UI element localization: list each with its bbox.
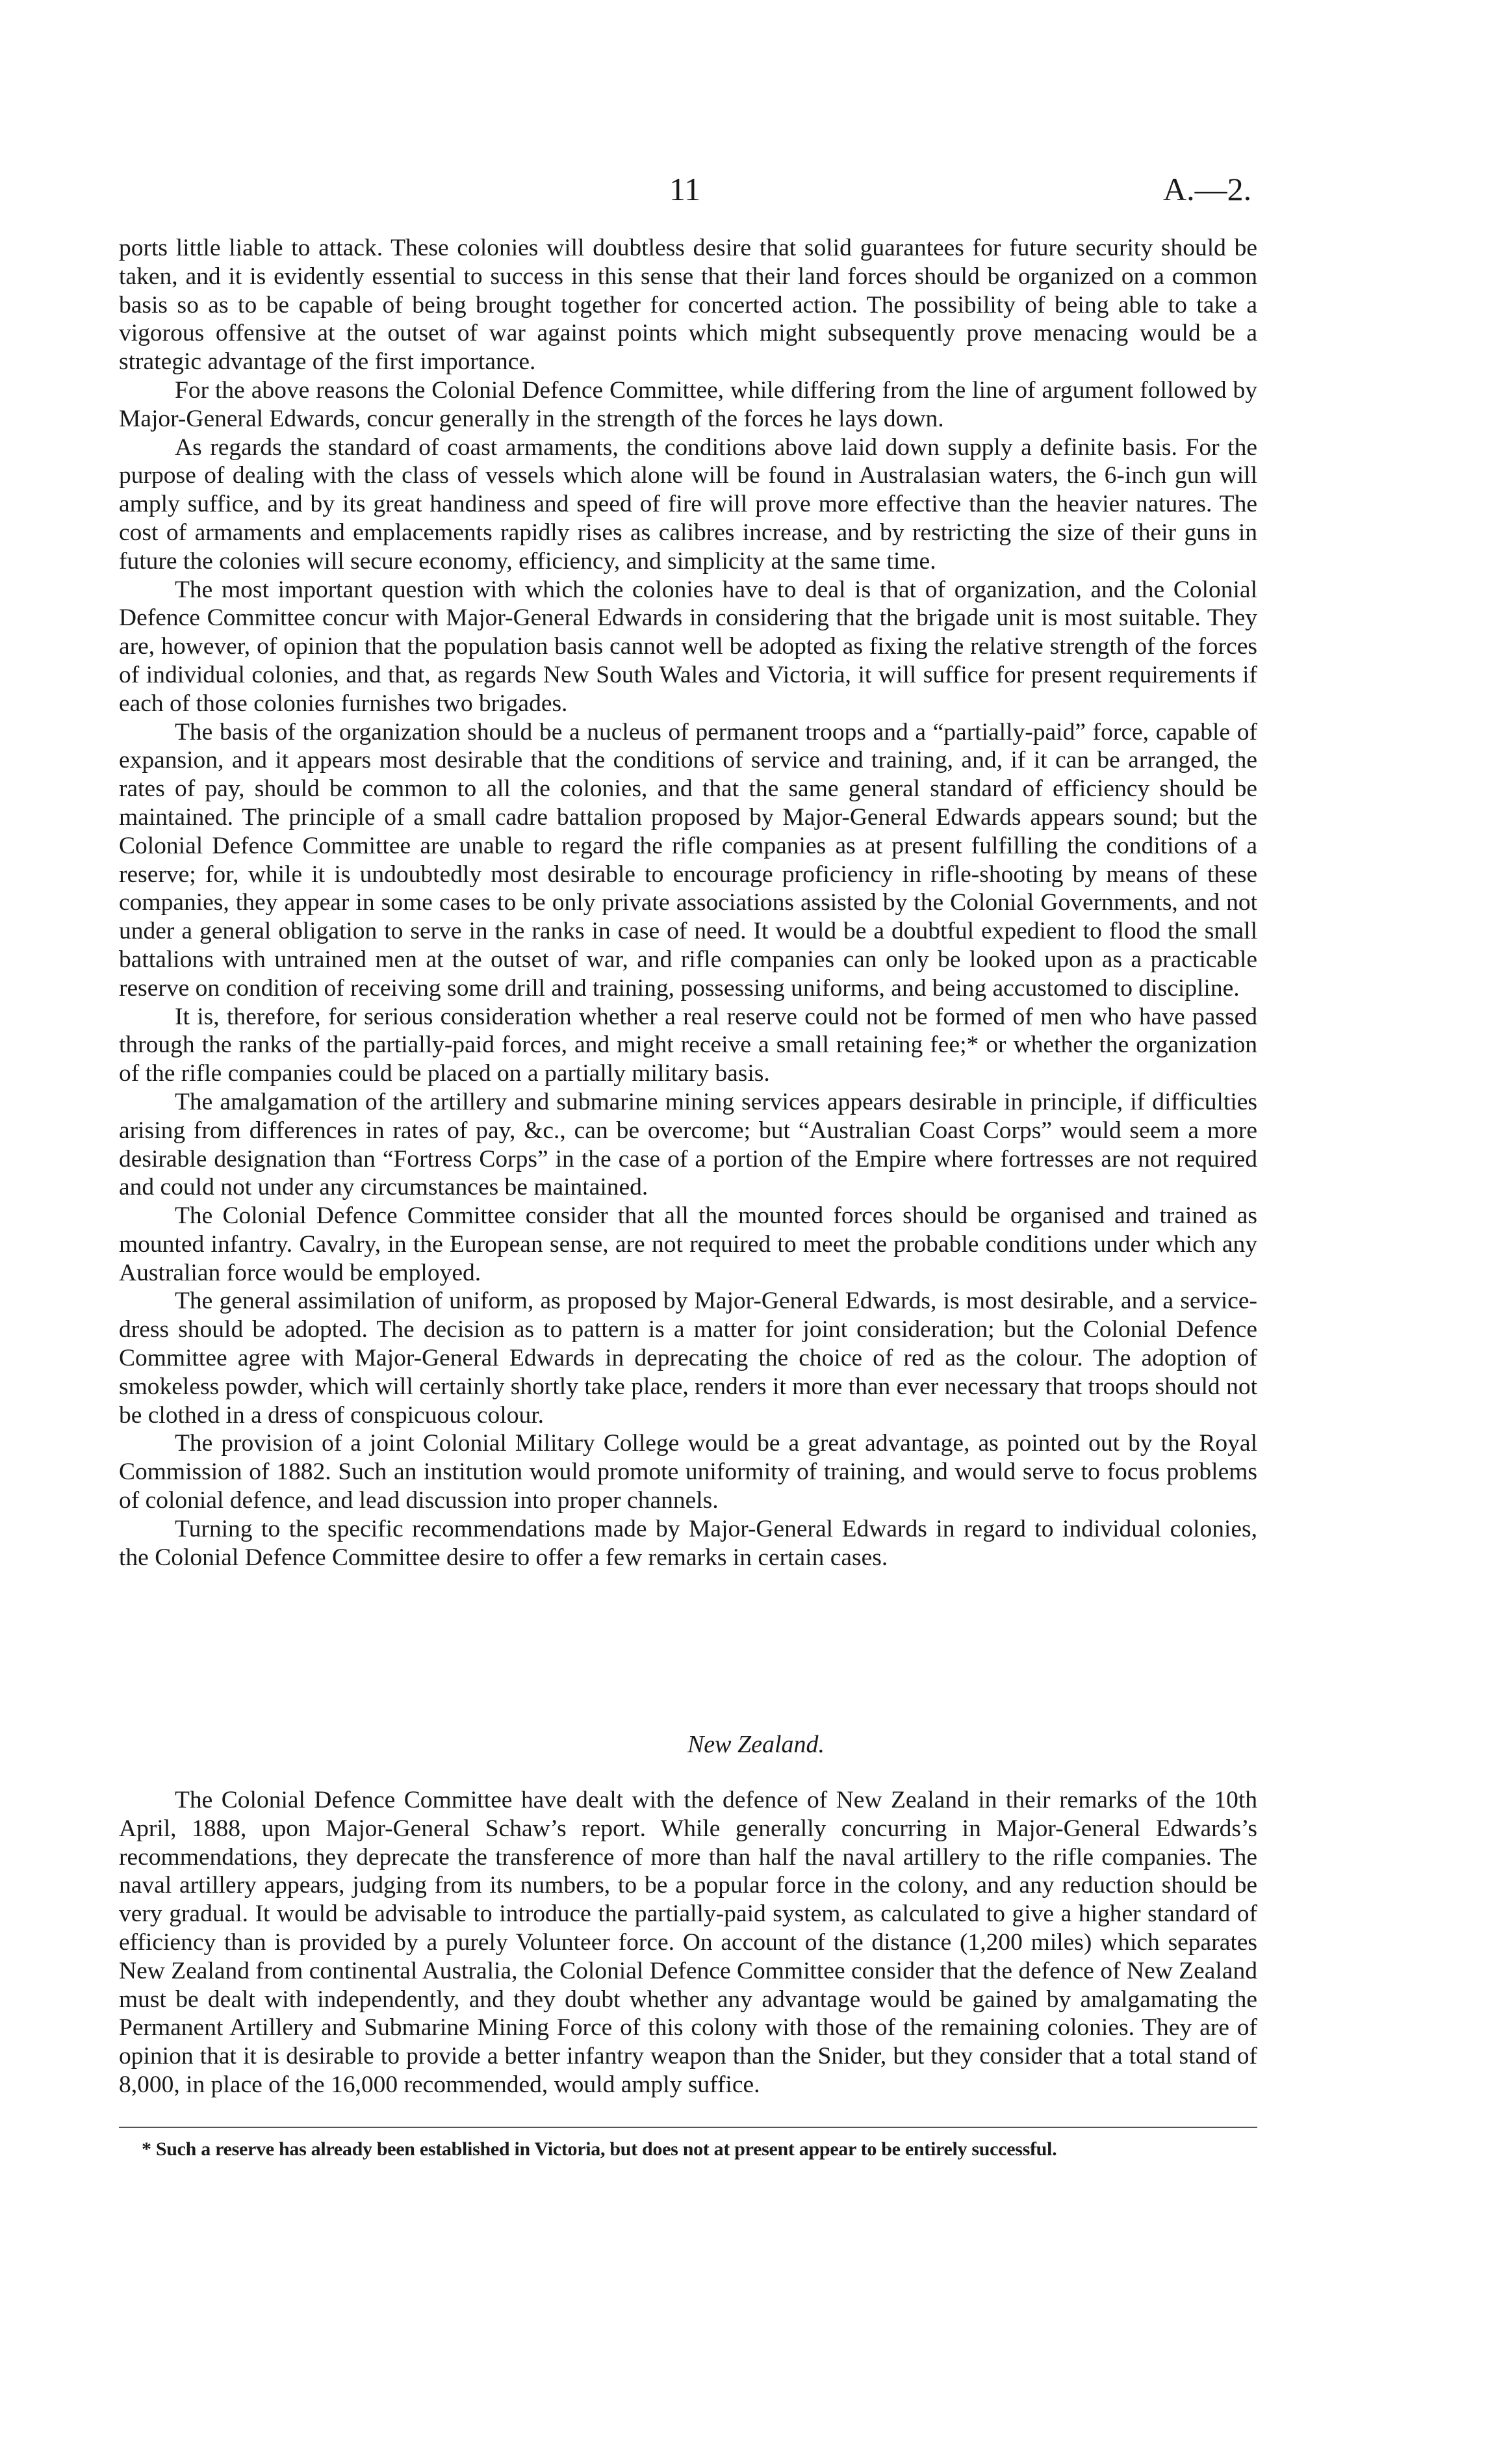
paragraph: As regards the standard of coast armaments, the conditions above laid down supply a definite basis. For the purpose of dealing with the class of vessels which alone will be found in Australasian waters, the 6-inch gun will amply suffice, and by its great handiness and speed of fire will prove more effective than the heavier natures. The cost of armaments and emplacements rapidly rises as calibres increase, and by restricting the size of their guns in future the colonies will secure economy, efficiency, and simplicity at the same time. [119,434,1257,575]
paragraph: The provision of a joint Colonial Military College would be a great advantage, as pointed out by the Royal Commission of 1882. Such an institution would promote uniformity of training, and would serve to focus problems of colonial defence, and lead discussion into proper channels. [119,1430,1257,1514]
section-heading-new-zealand: New Zealand. [687,1731,825,1758]
paragraph: The amalgamation of the artillery and submarine mining services appears desirable in principle, if difficulties arising from differences in rates of pay, &c., can be overcome; but “Australian Coast Corps” would seem a more desirable designation than “Fortress Corps” in the case of a portion of the Empire where fortresses are not required and could not under any circumstances be maintained. [119,1088,1257,1201]
page-number: 11 [669,171,701,207]
paragraph: For the above reasons the Colonial Defence Committee, while differing from the line of argument followed by Major-General Edwards, concur generally in the strength of the forces he lays down. [119,376,1257,432]
footnote-divider [119,2127,1257,2128]
document-reference: A.—2. [1163,171,1252,207]
new-zealand-section [119,1786,1257,2099]
paragraph: Turning to the specific recommendations made by Major-General Edwards in regard to individual colonies, the Colonial Defence Committee desire to offer a few remarks in certain cases. [119,1515,1257,1571]
paragraph: The most important question with which the colonies have to deal is that of organization, and the Colonial Defence Committee concur with Major-General Edwards in considering that the brigade unit is most suitable. They are, however, of opinion that the population basis cannot well be adopted as fixing the relative strength of the forces of individual colonies, and that, as regards New South Wales and Victoria, it will suffice for present requirements if each of those colonies furnishes two brigades. [119,576,1257,717]
paragraph: The Colonial Defence Committee consider that all the mounted forces should be organised and trained as mounted infantry. Cavalry, in the European sense, are not required to meet the probable conditions under which any Australian force would be employed. [119,1202,1257,1286]
paragraph: The Colonial Defence Committee have dealt with the defence of New Zealand in their remarks of the 10th April, 1888, upon Major-General Schaw’s report. While generally concurring in Major-General Edwards’s recommendations, they deprecate the transference of more than half the naval artillery to the rifle companies. The naval artillery appears, judging from its numbers, to be a popular force in the colony, and any reduction should be very gradual. It would be advisable to introduce the partially-paid system, as calculated to give a higher standard of efficiency than is provided by a purely Volunteer force. On account of the distance (1,200 miles) which separates New Zealand from continental Australia, the Colonial Defence Committee consider that the defence of New Zealand must be dealt with independently, and they doubt whether any advantage would be gained by amalgamating the Permanent Artillery and Submarine Mining Force of this colony with those of the remaining colonies. They are of opinion that it is desirable to provide a better infantry weapon than the Snider, but they consider that a total stand of 8,000, in place of the 16,000 recommended, would amply suffice. [119,1787,1257,2098]
paragraph: The basis of the organization should be a nucleus of permanent troops and a “partially-paid” force, capable of expansion, and it appears most desirable that the conditions of service and training, and, if it can be arranged, the rates of pay, should be common to all the colonies, and that the same general standard of efficiency should be maintained. The principle of a small cadre battalion proposed by Major-General Edwards appears sound; but the Colonial Defence Committee are unable to regard the rifle companies as at present fulfilling the conditions of a reserve; for, while it is undoubtedly most desirable to encourage proficiency in rifle-shooting by means of these companies, they appear in some cases to be only private associations assisted by the Colonial Governments, and not under a general obligation to serve in the ranks in case of need. It would be a doubtful expedient to flood the small battalions with untrained men at the outset of war, and rifle companies can only be looked upon as a practicable reserve on condition of receiving some drill and training, possessing uniforms, and being accustomed to discipline. [119,718,1257,1002]
paragraph: ports little liable to attack. These colonies will doubtless desire that solid guarantees for future security should be taken, and it is evidently essential to success in this sense that their land forces should be organized on a common basis so as to be capable of being brought together for concerted action. The possibility of being able to take a vigorous offensive at the outset of war against points which might subsequently prove menacing would be a strategic advantage of the first importance. [119,235,1257,376]
paragraph: The general assimilation of uniform, as proposed by Major-General Edwards, is most desirable, and a service-dress should be adopted. The decision as to pattern is a matter for joint consideration; but the Colonial Defence Committee agree with Major-General Edwards in deprecating the choice of red as the colour. The adoption of smokeless powder, which will certainly shortly take place, renders it more than ever necessary that troops should not be clothed in a dress of conspicuous colour. [119,1288,1257,1429]
body-text [119,234,1257,1572]
paragraph: It is, therefore, for serious consideration whether a real reserve could not be formed of men who have passed through the ranks of the partially-paid forces, and might receive a small retaining fee;* or whether the organization of the rifle companies could be placed on a partially military basis. [119,1003,1257,1087]
footnote: * Such a reserve has already been established in Victoria, but does not at present appear to be entirely successful. [142,2138,1057,2160]
